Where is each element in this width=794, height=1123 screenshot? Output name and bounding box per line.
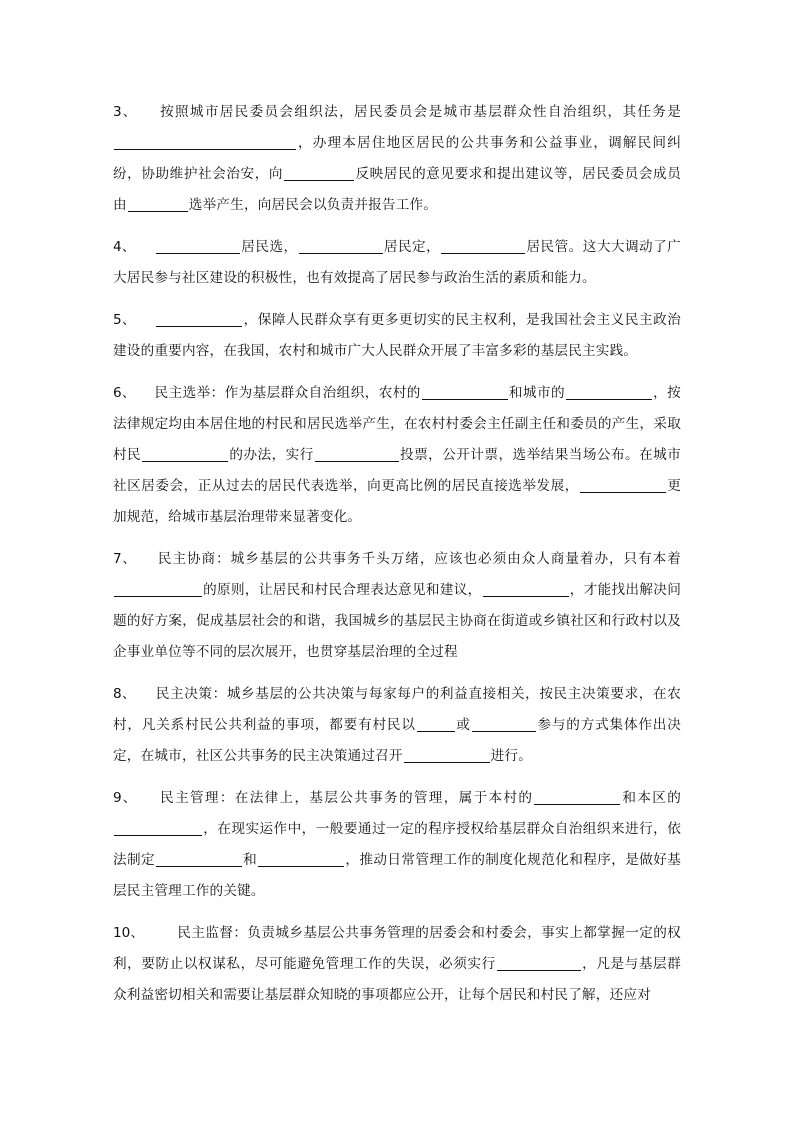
question-text: 和本区的 [621,790,682,806]
question-7 [113,544,681,668]
question-text: ，凡是与基层群众利益密切相关和需要让基层群众知晓的事项都应公开，让每个居民和村民了解，还应对 [113,956,681,1003]
answer-blank[interactable] [114,133,296,150]
answer-blank[interactable] [315,445,399,462]
question-6 [113,378,681,533]
question-text: ，推动日常管理工作的制度化规范化和程序，是做好基层民主管理工作的关键。 [113,852,681,899]
question-text: 和城市的 [508,385,565,401]
question-text: 按照城市居民委员会组织法，居民委员会是城市基层群众性自治组织，其任务是 [160,104,682,120]
question-text: ，在现实运作中，一般要通过一定的程序授权给基层群众自治组织来进行，依法制定 [113,821,681,868]
question-number: 8、 [113,686,137,702]
question-5 [113,305,681,367]
question-text: ，保障人民群众享有更多更切实的民主权利，是我国社会主义民主政治建设的重要内容，在我国，农村和城市广大人民群众开展了丰富多彩的基层民主实践。 [113,312,681,359]
answer-blank[interactable] [566,383,652,400]
question-text: 居民选， [241,239,298,255]
question-4 [113,232,681,294]
answer-blank[interactable] [114,580,202,597]
question-text: ，办理本居住地区居民的公共事务和公益事业，调解民间纠纷，协助维护社会治安，向 [113,135,681,182]
document-page [113,97,681,1022]
question-text: 的办法，实行 [229,447,314,463]
question-text: 参与的方式集体作出决定，在城市，社区公共事务的民主决策通过召开 [113,717,682,764]
answer-blank[interactable] [156,850,242,867]
question-number: 3、 [113,104,138,120]
question-number: 10、 [113,925,145,941]
answer-blank[interactable] [497,954,581,971]
answer-blank[interactable] [156,237,240,254]
question-text: 投票，公开计票，选举结果当场公布。在城市社区居委会，正从过去的居民代表选举，向更高比例的居民直接选举发展， [113,447,681,494]
question-number: 6、 [113,385,136,401]
answer-blank[interactable] [114,819,202,836]
answer-blank[interactable] [404,746,490,763]
answer-blank[interactable] [156,310,242,327]
question-number: 4、 [113,239,136,255]
answer-blank[interactable] [417,715,455,732]
question-8 [113,679,681,772]
question-text: 反映居民的意见要求和提出建议等，居民委员会成员由 [113,166,681,213]
answer-blank[interactable] [472,715,536,732]
question-text: 民主决策：城乡基层的公共决策与每家每户的利益直接相关，按民主决策要求，在农村，凡关系村民公共利益的事项，都要有村民以 [113,686,681,733]
question-text: 居民管。这大大调动了广大居民参与社区建设的积极性，也有效提高了居民参与政治生活的素质和能力。 [113,239,681,286]
answer-blank[interactable] [534,788,620,805]
answer-blank[interactable] [142,445,228,462]
question-text: 民主选举：作为基层群众自治组织，农村的 [154,385,421,401]
answer-blank[interactable] [483,580,569,597]
answer-blank[interactable] [299,237,383,254]
answer-blank[interactable] [441,237,525,254]
question-number: 5、 [113,312,136,328]
question-number: 9、 [113,790,138,806]
question-text: 民主管理：在法律上，基层公共事务的管理，属于本村的 [160,790,534,806]
question-text: 进行。 [490,748,533,764]
question-3 [113,97,681,221]
question-9 [113,783,681,907]
answer-blank[interactable] [422,383,508,400]
question-text: 民主协商：城乡基层的公共事务千头万绪，应该也必须由众人商量着办，只有本着 [157,551,681,567]
answer-blank[interactable] [258,850,344,867]
question-text: 更加规范，给城市基层治理带来显著变化。 [113,478,681,525]
question-number: 7、 [113,551,137,567]
question-text: 和 [242,852,258,868]
question-text: 选举产生，向居民会以负责并报告工作。 [188,197,438,213]
question-text: 的原则，让居民和村民合理表达意见和建议， [203,582,482,598]
question-text: ，才能找出解决问题的好方案，促成基层社会的和谐，我国城乡的基层民主协商在街道或乡镇社区和行政村以及企事业单位等不同的层次展开，也贯穿基层治理的全过程 [113,582,681,660]
question-text: ，按法律规定均由本居住地的村民和居民选举产生，在农村村委会主任副主任和委员的产生，采取村民 [113,385,681,463]
answer-blank[interactable] [580,476,666,493]
answer-blank[interactable] [128,195,188,212]
question-text: 民主监督：负责城乡基层公共事务管理的居委会和村委会，事实上都掌握一定的权利，要防止以权谋私，尽可能避免管理工作的失误，必须实行 [113,925,681,972]
question-10 [113,918,681,1011]
question-text: 或 [455,717,471,733]
answer-blank[interactable] [284,164,354,181]
question-text: 居民定， [383,239,441,255]
